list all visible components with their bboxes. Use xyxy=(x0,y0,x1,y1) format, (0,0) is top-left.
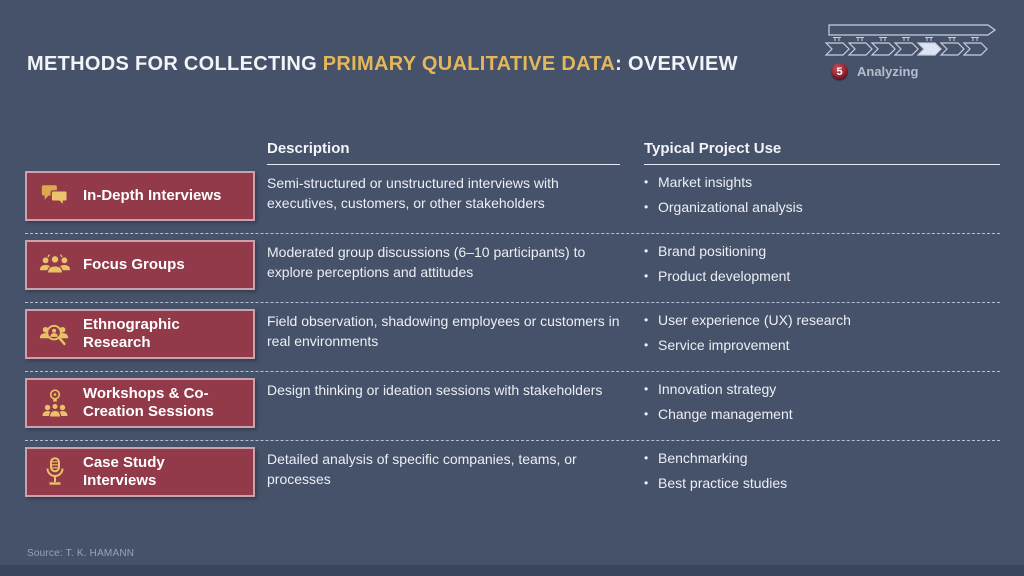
method-uses xyxy=(644,309,1000,359)
bullet-glyph: • xyxy=(644,269,649,283)
method-uses xyxy=(644,171,1000,221)
bullet-glyph: • xyxy=(644,175,649,189)
use-text: Market insights xyxy=(658,174,753,190)
chat-bubbles-icon xyxy=(37,183,73,210)
table-row xyxy=(25,165,1000,234)
use-item xyxy=(644,196,1000,218)
use-text: Brand positioning xyxy=(658,243,767,259)
title-part2: : OVERVIEW xyxy=(615,53,738,75)
process-timeline-icon xyxy=(824,24,1002,56)
process-stage-indicator xyxy=(824,24,1002,80)
method-box-in-depth-interviews xyxy=(25,171,255,221)
title-highlight: PRIMARY QUALITATIVE DATA xyxy=(322,53,616,75)
method-uses xyxy=(644,447,1000,497)
stage-label-row xyxy=(831,63,1002,80)
use-item xyxy=(644,403,1000,425)
bullet-glyph: • xyxy=(644,451,649,465)
bullet-glyph: • xyxy=(644,338,649,352)
table-row xyxy=(25,234,1000,303)
use-text: Benchmarking xyxy=(658,450,748,466)
table-row xyxy=(25,303,1000,372)
method-label: In-Depth Interviews xyxy=(83,186,222,204)
microphone-icon xyxy=(37,457,73,487)
title-part1: METHODS FOR COLLECTING xyxy=(27,53,323,75)
method-box-ethnographic-research xyxy=(25,309,255,359)
methods-table xyxy=(25,140,1000,509)
use-item xyxy=(644,309,1000,331)
bullet-glyph: • xyxy=(644,382,649,396)
method-box-case-study-interviews xyxy=(25,447,255,497)
bullet-glyph: • xyxy=(644,200,649,214)
use-text: Product development xyxy=(658,268,791,284)
method-description: Semi-structured or unstructured interviews with executives, customers, or other stakeholders xyxy=(267,175,559,211)
use-text: Best practice studies xyxy=(658,475,788,491)
source-note: Source: T. K. HAMANN xyxy=(27,548,135,559)
table-row xyxy=(25,372,1000,441)
use-text: Service improvement xyxy=(658,337,790,353)
use-text: Organizational analysis xyxy=(658,199,803,215)
bullet-glyph: • xyxy=(644,244,649,258)
use-item xyxy=(644,171,1000,193)
bullet-glyph: • xyxy=(644,476,649,490)
method-label: Ethnographic Research xyxy=(83,315,180,351)
bullet-glyph: • xyxy=(644,407,649,421)
use-text: Innovation strategy xyxy=(658,381,777,397)
table-row xyxy=(25,441,1000,509)
column-header-uses: Typical Project Use xyxy=(644,140,1000,165)
method-box-focus-groups xyxy=(25,240,255,290)
column-header-description: Description xyxy=(267,140,620,165)
bottom-accent-bar xyxy=(0,565,1024,576)
magnifier-people-icon xyxy=(37,321,73,348)
method-uses xyxy=(644,240,1000,290)
method-description: Moderated group discussions (6–10 participants) to explore perceptions and attitudes xyxy=(267,244,586,280)
method-description: Design thinking or ideation sessions with stakeholders xyxy=(267,382,603,398)
use-item xyxy=(644,447,1000,469)
people-group-icon xyxy=(37,253,73,278)
method-label: Case Study Interviews xyxy=(83,453,165,489)
use-item xyxy=(644,472,1000,494)
method-box-workshops xyxy=(25,378,255,428)
use-text: User experience (UX) research xyxy=(658,312,851,328)
use-item xyxy=(644,378,1000,400)
method-description: Field observation, shadowing employees or customers in real environments xyxy=(267,313,620,349)
use-item xyxy=(644,240,1000,262)
page-title xyxy=(27,53,738,76)
stage-number-badge: 5 xyxy=(831,63,848,80)
method-description: Detailed analysis of specific companies, teams, or processes xyxy=(267,451,577,487)
method-uses xyxy=(644,378,1000,428)
method-label: Focus Groups xyxy=(83,255,185,273)
use-text: Change management xyxy=(658,406,793,422)
use-item xyxy=(644,265,1000,287)
use-item xyxy=(644,334,1000,356)
stage-label: Analyzing xyxy=(857,64,919,79)
bullet-glyph: • xyxy=(644,313,649,327)
lightbulb-people-icon xyxy=(37,388,73,418)
table-header-row xyxy=(25,140,1000,165)
method-label: Workshops & Co-Creation Sessions xyxy=(83,384,214,420)
